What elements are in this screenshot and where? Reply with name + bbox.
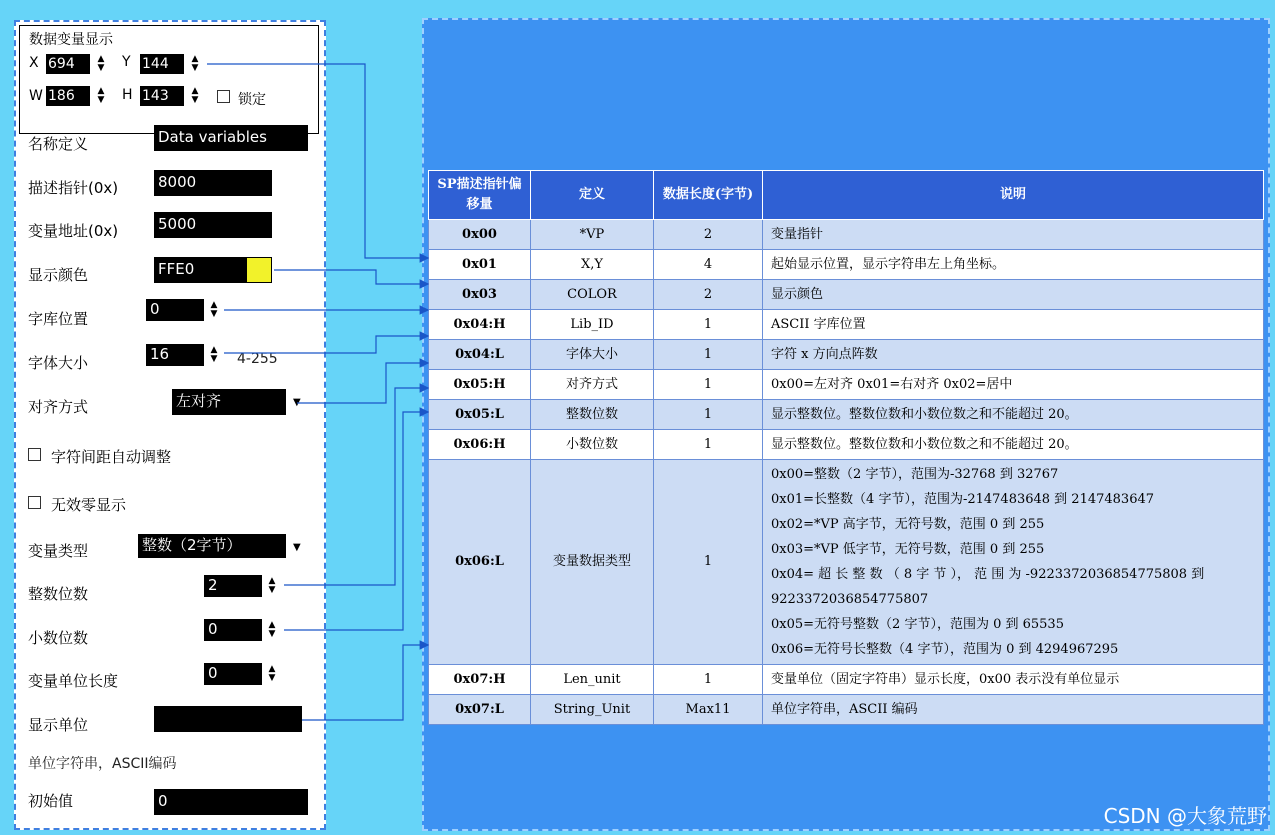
cell-length: 1 xyxy=(654,340,763,370)
init-input[interactable]: 0 xyxy=(154,789,308,815)
auto-spacing-label: 字符间距自动调整 xyxy=(51,448,172,466)
cell-length: 1 xyxy=(654,430,763,460)
unit-length-spinner[interactable]: ▲ ▼ xyxy=(268,664,276,683)
cell-offset: 0x06:H xyxy=(429,430,531,460)
y-spinner[interactable]: ▲ ▼ xyxy=(191,54,199,73)
cell-length: 1 xyxy=(654,370,763,400)
chevron-down-icon[interactable]: ▼ xyxy=(293,542,301,553)
int-digits-spinner[interactable]: ▲ ▼ xyxy=(268,576,276,595)
font-lib-label: 字库位置 xyxy=(28,310,89,328)
cell-length: 1 xyxy=(654,460,763,665)
init-label: 初始值 xyxy=(28,792,74,810)
dec-digits-input[interactable]: 0 xyxy=(204,619,262,641)
h-label: H xyxy=(122,87,133,103)
cell-definition: *VP xyxy=(531,220,654,250)
connector-font-size xyxy=(224,336,428,353)
cell-offset: 0x04:L xyxy=(429,340,531,370)
connector-dec-digits xyxy=(284,412,428,630)
desc-pointer-label: 描述指针(0x) xyxy=(28,179,119,197)
font-size-input[interactable]: 16 xyxy=(146,344,204,366)
connector-xy xyxy=(207,64,428,258)
font-size-range: 4-255 xyxy=(237,351,278,367)
description-line: 变量指针 xyxy=(771,227,824,242)
cell-length: 1 xyxy=(654,665,763,695)
unit-note: 单位字符串，ASCII编码 xyxy=(28,756,177,772)
connector-unit xyxy=(302,645,428,720)
description-line: 变量单位（固定字符串）显示长度，0x00 表示没有单位显示 xyxy=(771,672,1120,687)
unit-label: 显示单位 xyxy=(28,716,89,734)
align-label: 对齐方式 xyxy=(28,398,89,416)
dec-digits-label: 小数位数 xyxy=(28,629,89,647)
cell-offset: 0x05:H xyxy=(429,370,531,400)
w-input[interactable]: 186 xyxy=(46,86,90,106)
cell-definition: COLOR xyxy=(531,280,654,310)
cell-definition: 小数位数 xyxy=(531,430,654,460)
cell-definition: 整数位数 xyxy=(531,400,654,430)
cell-offset: 0x05:L xyxy=(429,400,531,430)
align-select[interactable]: 左对齐 xyxy=(172,389,286,415)
description-line: 起始显示位置，显示字符串左上角坐标。 xyxy=(771,257,1006,272)
desc-pointer-input[interactable]: 8000 xyxy=(154,170,272,196)
description-line: 显示整数位。整数位数和小数位数之和不能超过 20。 xyxy=(771,437,1078,452)
color-input[interactable]: FFE0 xyxy=(154,257,246,283)
lock-label: 锁定 xyxy=(238,92,266,108)
cell-offset: 0x04:H xyxy=(429,310,531,340)
cell-length: Max11 xyxy=(654,695,763,725)
description-line: ASCII 字库位置 xyxy=(771,317,866,332)
cell-length: 2 xyxy=(654,220,763,250)
description-line: 字符 x 方向点阵数 xyxy=(771,347,878,362)
header-definition: 定义 xyxy=(531,171,654,220)
cell-offset: 0x07:H xyxy=(429,665,531,695)
color-label: 显示颜色 xyxy=(28,266,89,284)
w-label: W xyxy=(29,88,43,104)
connector-color xyxy=(274,270,428,284)
description-line: 显示整数位。整数位数和小数位数之和不能超过 20。 xyxy=(771,407,1078,422)
x-spinner[interactable]: ▲ ▼ xyxy=(97,54,105,73)
x-label: X xyxy=(29,55,39,71)
description-line: 单位字符串，ASCII 编码 xyxy=(771,702,918,717)
connector-int-digits xyxy=(284,388,428,585)
cell-length: 1 xyxy=(654,310,763,340)
description-line: 0x06=无符号长整数（4 字节），范围为 0 到 4294967295 xyxy=(771,642,1119,657)
description-line: 0x05=无符号整数（2 字节），范围为 0 到 65535 xyxy=(771,617,1064,632)
name-label: 名称定义 xyxy=(28,135,89,153)
description-line: 9223372036854775807 xyxy=(771,592,929,607)
cell-offset: 0x00 xyxy=(429,220,531,250)
cell-offset: 0x01 xyxy=(429,250,531,280)
cell-definition: 变量数据类型 xyxy=(531,460,654,665)
w-spinner[interactable]: ▲ ▼ xyxy=(97,86,105,105)
var-type-label: 变量类型 xyxy=(28,542,89,560)
connector-align xyxy=(297,363,428,403)
description-line: 0x00=左对齐 0x01=右对齐 0x02=居中 xyxy=(771,377,1013,392)
header-length: 数据长度(字节) xyxy=(654,171,763,220)
description-line: 0x04= 超 长 整 数 （ 8 字 节 ）， 范 围 为 -9223372036854775808 到 xyxy=(771,567,1205,582)
group-title: 数据变量显示 xyxy=(29,32,113,48)
font-lib-spinner[interactable]: ▲ ▼ xyxy=(210,300,218,319)
cell-offset: 0x06:L xyxy=(429,460,531,665)
cell-definition: 对齐方式 xyxy=(531,370,654,400)
x-input[interactable]: 694 xyxy=(46,54,90,74)
description-line: 0x01=长整数（4 字节），范围为-2147483648 到 2147483647 xyxy=(771,492,1155,507)
dec-digits-spinner[interactable]: ▲ ▼ xyxy=(268,620,276,639)
font-size-label: 字体大小 xyxy=(28,354,89,372)
h-spinner[interactable]: ▲ ▼ xyxy=(191,86,199,105)
cell-definition: 字体大小 xyxy=(531,340,654,370)
int-digits-label: 整数位数 xyxy=(28,585,89,603)
chevron-down-icon[interactable]: ▼ xyxy=(293,397,301,408)
var-address-label: 变量地址(0x) xyxy=(28,222,119,240)
var-type-select[interactable]: 整数（2字节） xyxy=(138,534,286,558)
no-zero-label: 无效零显示 xyxy=(51,496,127,514)
font-lib-input[interactable]: 0 xyxy=(146,299,204,321)
font-size-spinner[interactable]: ▲ ▼ xyxy=(210,345,218,364)
y-label: Y xyxy=(122,54,131,70)
description-line: 显示颜色 xyxy=(771,287,824,302)
header-offset: SP描述指针偏移量 xyxy=(429,171,531,220)
watermark: CSDN @大象荒野 xyxy=(1103,804,1267,828)
cell-definition: X,Y xyxy=(531,250,654,280)
description-line: 0x03=*VP 低字节，无符号数，范围 0 到 255 xyxy=(771,542,1045,557)
y-input[interactable]: 144 xyxy=(140,54,184,74)
cell-length: 4 xyxy=(654,250,763,280)
name-input[interactable]: Data variables xyxy=(154,125,308,151)
description-line: 0x02=*VP 高字节，无符号数，范围 0 到 255 xyxy=(771,517,1045,532)
h-input[interactable]: 143 xyxy=(140,86,184,106)
cell-length: 1 xyxy=(654,400,763,430)
cell-offset: 0x07:L xyxy=(429,695,531,725)
description-line: 0x00=整数（2 字节），范围为-32768 到 32767 xyxy=(771,467,1059,482)
var-address-input[interactable]: 5000 xyxy=(154,212,272,238)
cell-definition: Len_unit xyxy=(531,665,654,695)
cell-definition: Lib_ID xyxy=(531,310,654,340)
cell-offset: 0x03 xyxy=(429,280,531,310)
cell-length: 2 xyxy=(654,280,763,310)
header-description: 说明 xyxy=(763,171,1264,220)
int-digits-input[interactable]: 2 xyxy=(204,575,262,597)
unit-length-label: 变量单位长度 xyxy=(28,672,119,690)
unit-length-input[interactable]: 0 xyxy=(204,663,262,685)
cell-definition: String_Unit xyxy=(531,695,654,725)
